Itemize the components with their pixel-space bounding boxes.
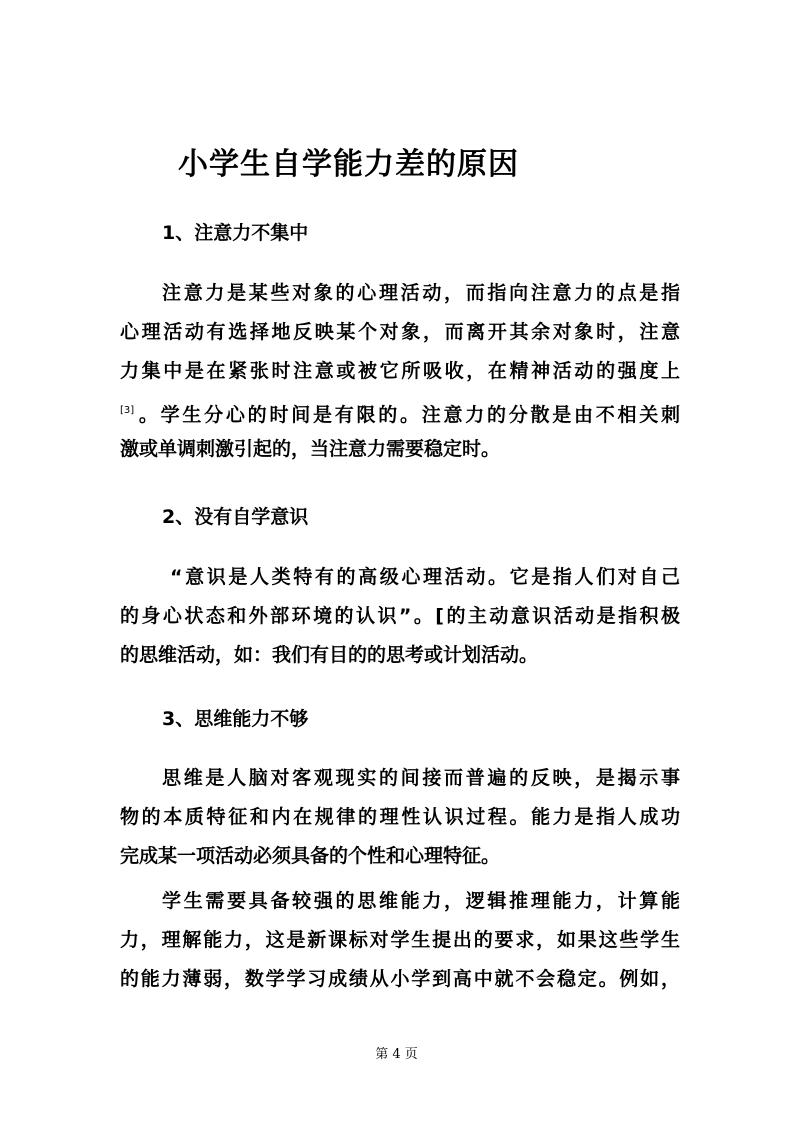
- paragraph-line: 思维是人脑对客观现实的间接而普遍的反映，是揭示事: [162, 767, 680, 789]
- paragraph-line: 的能力薄弱，数学学习成绩从小学到高中就不会稳定。例如，: [120, 968, 680, 990]
- citation-marker: [3]: [120, 405, 135, 416]
- paragraph-line: 心理活动有选择地反映某个对象，而离开其余对象时，注意: [120, 321, 680, 343]
- section-heading-3: 3、思维能力不够: [162, 708, 309, 730]
- paragraph-line-with-citation: [120, 391, 680, 430]
- paragraph-line: 物的本质特征和内在规律的理性认识过程。能力是指人成功: [120, 806, 680, 828]
- paragraph-line-text: 。学生分心的时间是有限的。注意力的分散是由不相关刺: [136, 404, 680, 426]
- paragraph-line: 完成某一项活动必须具备的个性和心理特征。: [120, 845, 501, 867]
- paragraph-line: 力，理解能力，这是新课标对学生提出的要求，如果这些学生: [120, 929, 680, 951]
- section-1-paragraph: [120, 274, 680, 469]
- section-3-paragraph-2: [120, 882, 680, 999]
- document-title: 小学生自学能力差的原因: [178, 147, 519, 182]
- section-2-paragraph: [120, 558, 680, 675]
- paragraph-line: 学生需要具备较强的思维能力，逻辑推理能力，计算能: [162, 890, 680, 912]
- paragraph-line: 的思维活动，如：我们有目的的思考或计划活动。: [120, 644, 539, 666]
- paragraph-line: 注意力是某些对象的心理活动，而指向注意力的点是指: [162, 282, 680, 304]
- paragraph-line: “意识是人类特有的高级心理活动。它是指人们对自己: [170, 566, 680, 588]
- page-number-footer: 第 4 页: [375, 1047, 418, 1062]
- paragraph-line: 激或单调刺激引起的，当注意力需要稳定时。: [120, 438, 501, 460]
- paragraph-line: 力集中是在紧张时注意或被它所吸收，在精神活动的强度上: [120, 360, 680, 382]
- paragraph-line: 的身心状态和外部环境的认识”。[的主动意识活动是指积极: [120, 605, 680, 627]
- section-heading-1: 1、注意力不集中: [162, 222, 309, 244]
- section-heading-2: 2、没有自学意识: [162, 506, 309, 528]
- section-3-paragraph-1: [120, 759, 680, 876]
